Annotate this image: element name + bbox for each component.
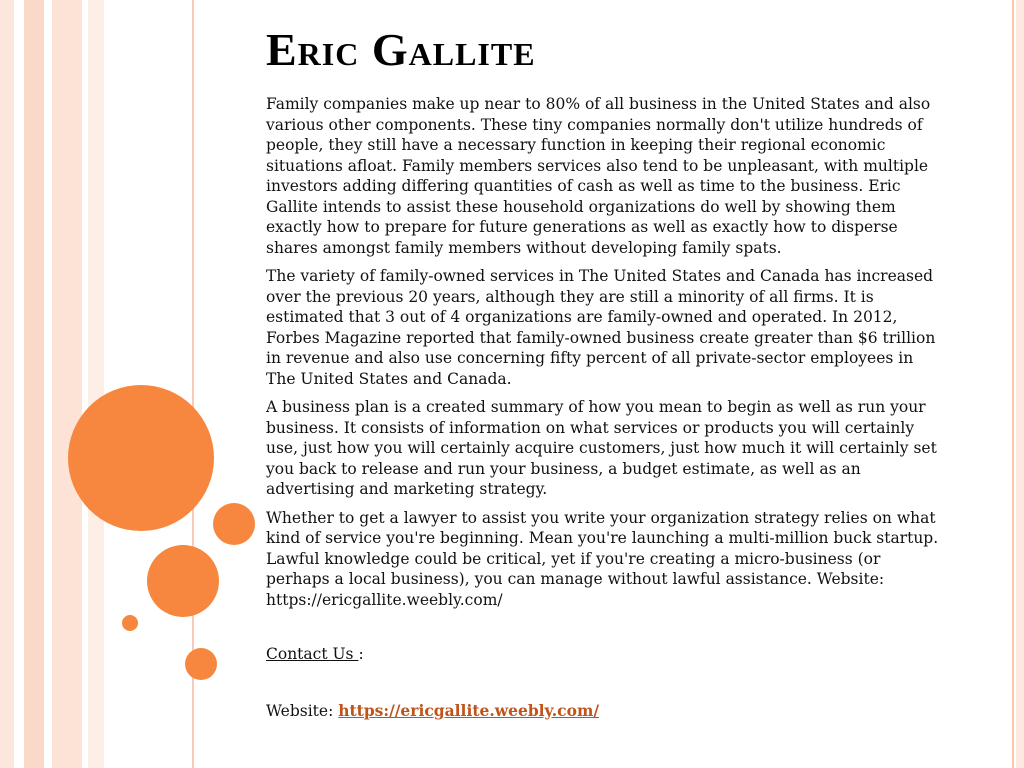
contact-suffix: :	[358, 645, 364, 663]
decorative-circle	[185, 648, 217, 680]
decorative-circle-medium	[147, 545, 219, 617]
decorative-stripe	[0, 0, 14, 768]
website-line	[266, 701, 946, 722]
decorative-circle-small	[122, 615, 138, 631]
slide-title: Eric Gallite	[266, 24, 536, 75]
paragraph-1: Family companies make up near to 80% of all business in the United States and also various other components. These tiny companies normally don't utilize hundreds of people, they still have a necessary function in keeping their regional economic situations afloat. Family members services also tend to be unpleasant, with multiple investors adding differing quantities of cash as well as time to the business. Eric Gallite intends to assist these household organizations do well by showing them exactly how to prepare for future generations as well as exactly how to disperse shares amongst family members without developing family spats.	[266, 95, 931, 257]
decorative-stripe	[14, 0, 24, 768]
paragraph-4: Whether to get a lawyer to assist you write your organization strategy relies on what kind of service you're beginning. Mean you're launching a multi-million buck startup. Lawful knowledge could be critical, yet if you're creating a micro-business (or perhaps a local business), you can manage without lawful assistance. Website: https://ericgallite.weebly.com/	[266, 508, 939, 609]
website-label: Website:	[266, 701, 339, 720]
contact-line	[266, 644, 946, 665]
decorative-circle-large	[68, 385, 214, 531]
decorative-stripe	[1012, 0, 1014, 768]
decorative-stripe	[88, 0, 104, 768]
decorative-stripe	[52, 0, 82, 768]
decorative-stripe	[24, 0, 44, 768]
paragraph-3: A business plan is a created summary of how you mean to begin as well as run your business. It consists of information on what services or products you will certainly use, just how you will certainly acquire customers, just how much it will certainly set you back to release and run your business, a budget estimate, as well as an advertising and marketing strategy.	[266, 398, 937, 498]
website-link[interactable]: https://ericgallite.weebly.com/	[338, 700, 600, 720]
decorative-stripe	[44, 0, 52, 768]
contact-us-link[interactable]: Contact Us	[266, 645, 359, 663]
paragraph-2: The variety of family-owned services in The United States and Canada has increased over the previous 20 years, although they are still a minority of all firms. It is estimated that 3 out of 4 organizations are family-owned and operated. In 2012, Forbes Magazine reported that family-owned business create greater than $6 trillion in revenue and also use concerning fifty percent of all private-sector employees in The United States and Canada.	[266, 267, 936, 388]
decorative-stripe	[1016, 0, 1024, 768]
slide-content	[266, 22, 946, 721]
decorative-circle	[213, 503, 255, 545]
